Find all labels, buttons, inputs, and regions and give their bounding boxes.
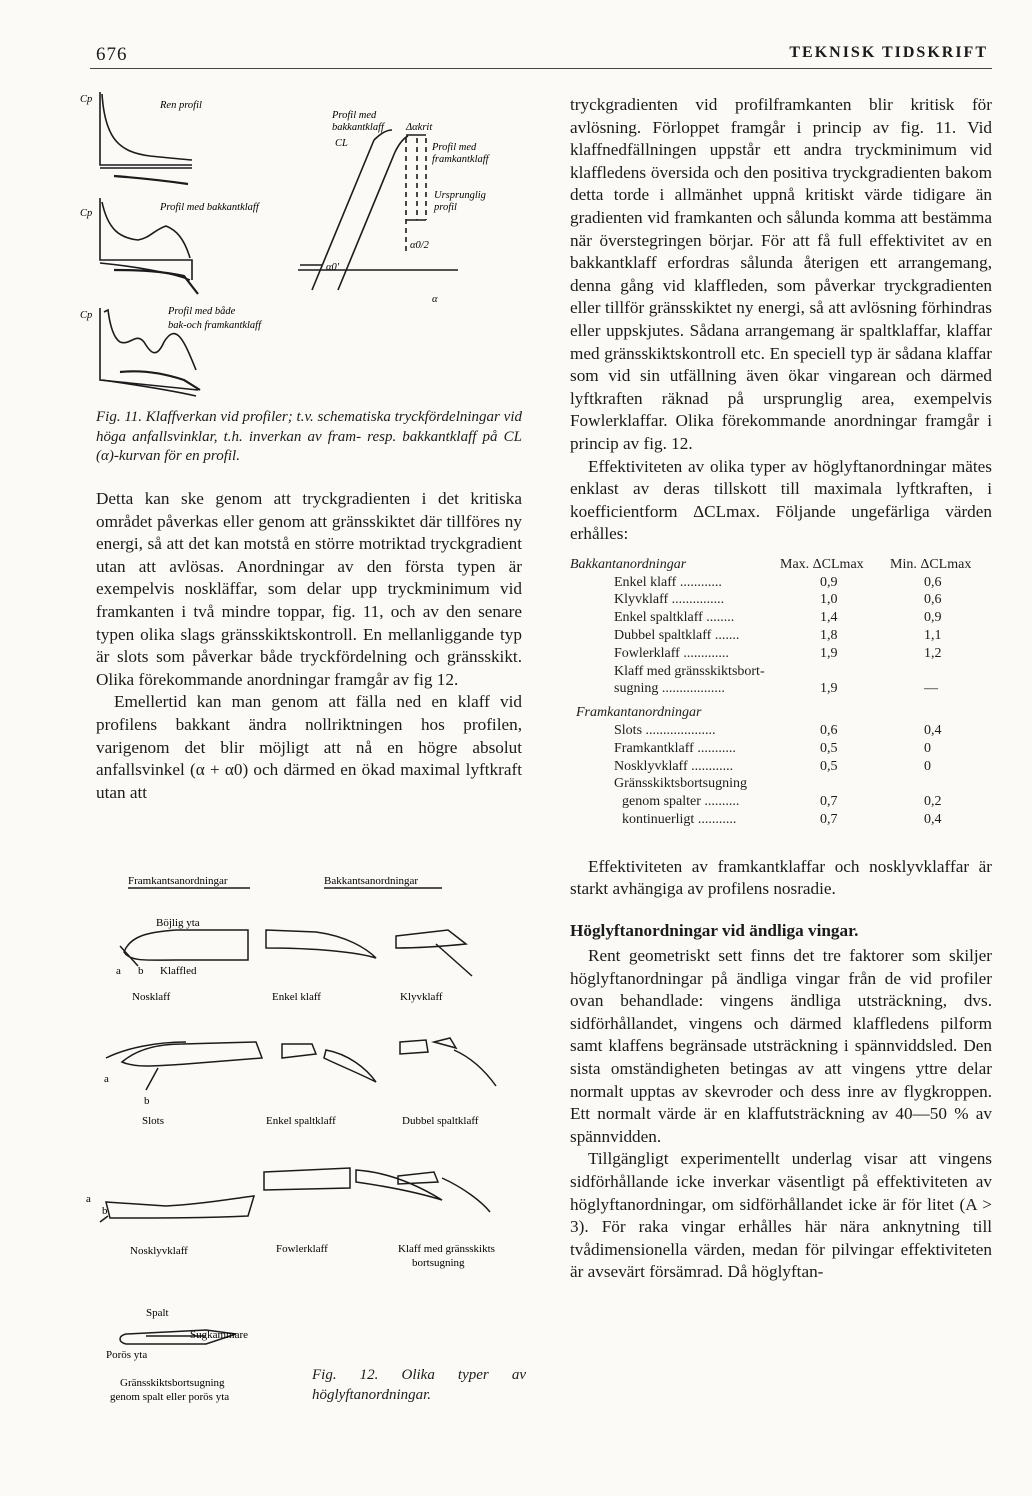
dubbel-spalt-wing: [400, 1040, 428, 1054]
table-row: Slots .................... 0,6 0,4: [614, 723, 942, 739]
label-pmf-2: framkantklaff: [432, 154, 489, 165]
cp-label-2: Cp: [80, 208, 93, 219]
label-pmf-1: Profil med: [432, 142, 477, 153]
fig12-caption: Fig. 12. Olika typer av höglyftanordningar.: [312, 1367, 526, 1403]
nosklyvklaff-shape: [106, 1196, 254, 1218]
label-b-2: b: [144, 1095, 150, 1107]
cp-curve3: [104, 310, 196, 370]
label-urs-1: Ursprunglig: [434, 190, 486, 201]
fig11-diagram: [80, 80, 550, 410]
table-sec2: Framkantanordningar: [576, 705, 702, 721]
enkel-klaff-shape: [266, 930, 376, 958]
nosklaff-flap: [120, 946, 138, 966]
label-cl: CL: [335, 138, 348, 149]
label-gb-1: Gränsskiktsbortsugning: [120, 1377, 225, 1389]
label-dak: Δαkrit: [406, 122, 433, 133]
fowler-wing: [264, 1168, 350, 1190]
label-bakkantklaff: Profil med bakkantklaff: [160, 202, 259, 213]
dubbel-spalt-vane: [434, 1038, 456, 1048]
table-row: genom spalter .......... 0,7 0,2: [622, 794, 942, 810]
table-row: Klaff med gränsskiktsbort-: [614, 663, 765, 679]
cp-label-3: Cp: [80, 310, 93, 321]
label-a0p: α0': [326, 262, 340, 273]
label-slots: Slots: [142, 1115, 165, 1127]
table-row: Klyvklaff ............... 1,0 0,6: [614, 592, 942, 608]
gransskikt-wing: [398, 1172, 438, 1184]
right-para-5: Tillgängligt experimentellt underlag visar att vingens sidförhållande icke inverkar väsentligt på effektiviteten av höglyftanordningar, om sidförhållandet icke är för litet (A > 3). För raka vingar erhålles här nära anknytning till tvådimensionella värden, medan för pilvingar effektiviteten är avsevärt försämrad. Då höglyftan-: [570, 1149, 992, 1282]
profile2: [114, 270, 198, 294]
label-alpha: α: [432, 294, 438, 305]
dubbel-spalt-flap: [454, 1050, 496, 1086]
table-row: sugning .................. 1,9 —: [614, 681, 938, 697]
enkel-spalt-wing: [282, 1044, 316, 1058]
table-row: Enkel klaff ............ 0,9 0,6: [614, 574, 942, 590]
label-poros-yta: Porös yta: [106, 1349, 148, 1361]
klyvklaff-flap: [436, 944, 472, 976]
label-b-1: b: [138, 965, 144, 977]
right-para-3: Effektiviteten av framkantklaffar och nosklyvklaffar är starkt avhängiga av profilens nosradie.: [570, 856, 992, 899]
section-heading: Höglyftanordningar vid ändliga vingar.: [570, 921, 859, 941]
enkel-spalt-flap: [324, 1050, 376, 1082]
clmax-table: [570, 556, 992, 846]
label-a-2: a: [104, 1073, 109, 1085]
label-bada-1: Profil med både: [168, 306, 236, 317]
table-row: Gränsskiktsbortsugning: [614, 776, 747, 792]
label-sugkammare: Sugkammare: [190, 1329, 249, 1341]
label-bada-2: bak-och framkantklaff: [168, 320, 262, 331]
label-pmb-1: Profil med: [332, 110, 377, 121]
table-col-max: Max. ΔCLmax: [780, 556, 864, 572]
profile3: [120, 371, 200, 390]
table-row: Dubbel spaltklaff ....... 1,8 1,1: [614, 628, 942, 644]
table-row: Framkantklaff ........... 0,5 0: [614, 740, 931, 756]
left-body: [96, 488, 522, 804]
fig12-diagram: [86, 872, 536, 1412]
klyvklaff-shape: [396, 930, 466, 948]
right-para-4: Rent geometriskt sett finns det tre faktorer som skiljer höglyftanordningar på ändliga vingar från de vid profiler ovan behandlade: vingens ändliga utsträckning, dvs. sidförhållandet, vingens och därmed klaffledens pilform samt klaffens begränsade utsträckning i spännviddsled. Den sista omständigheten betingas av att vingens yttre delar normalt upptas av skevroder och dess inre av flygkroppen. Ett normalt värde är en klaffutsträckning av 40—50 % av spännvidden.: [570, 946, 992, 1146]
nosklaff-shape: [124, 930, 248, 960]
fig11-caption: Fig. 11. Klaffverkan vid profiler; t.v. schematiska tryckfördelningar vid höga anfallsvinklar, t.h. inverkan av fram- resp. bakkantklaff på CL (α)-kurvan för en profil.: [96, 409, 522, 464]
label-urs-2: profil: [434, 202, 457, 213]
label-enkel-spaltklaff: Enkel spaltklaff: [266, 1115, 336, 1127]
fowler-flap: [356, 1170, 442, 1200]
table-row: Enkel spaltklaff ........ 1,4 0,9: [614, 610, 942, 626]
right-para-2: Effektiviteten av olika typer av höglyftanordningar mätes enklast av deras tillskott till maximala lyftkraften, i koefficientform ΔCLmax. Följande ungefärliga värden erhålles:: [570, 456, 992, 544]
profile1: [114, 176, 188, 184]
right-column: [570, 94, 992, 1284]
table-sec1: Bakkantanordningar: [570, 556, 687, 572]
left-para-1: Detta kan ske genom att tryckgradienten i det kritiska området påverkas eller genom att gränsskiktet där tillföres ny energi, så att det kan motstå en större motriktad tryckgradient utan att avlösas. Anordningar av den första typen är exempelvis noskläffar, som delar upp tryckminimum vid framkanten i två mindre toppar, fig. 11, och av den senare typen olika slags gränsskiktskontroll. En mellanliggande typ är slots som påverkar både tryckfördelning och gränsskikt. Olika förekommande anordningar framgår av fig 12.: [96, 489, 522, 689]
label-klaffled: Klaffled: [160, 965, 197, 977]
label-nosklaff: Nosklaff: [132, 991, 171, 1003]
label-a02: α0/2: [410, 240, 429, 251]
label-fowlerklaff: Fowlerklaff: [276, 1243, 328, 1255]
table-row: kontinuerligt ........... 0,7 0,4: [622, 812, 942, 828]
slots-pointer: [146, 1068, 158, 1090]
table-section-row: [570, 704, 992, 722]
table-col-min: Min. ΔCLmax: [890, 556, 972, 572]
label-klyvklaff: Klyvklaff: [400, 991, 443, 1003]
cl-line-flap: [312, 140, 374, 290]
left-para-2: Emellertid kan man genom att fälla ned en klaff vid profilens bakkant ändra nollriktningen hos profilen, varigenom det blir möjligt att nå en högre absolut anfallsvinkel (α + α0) och därmed en ökad maximal lyftkraft utan att: [96, 692, 522, 802]
header-rule: [90, 68, 992, 69]
table-row: Fowlerklaff ............. 1,9 1,2: [614, 645, 942, 661]
label-gransskikt-2: bortsugning: [412, 1257, 465, 1269]
cp-label-1: Cp: [80, 94, 93, 105]
label-dubbel-spaltklaff: Dubbel spaltklaff: [402, 1115, 479, 1127]
label-a-1: a: [116, 965, 121, 977]
label-gransskikt-1: Klaff med gränsskikts: [398, 1243, 495, 1255]
page-number: 676: [96, 44, 128, 65]
fig12-head-front: Framkantsanordningar: [128, 875, 228, 887]
table-row: Nosklyvklaff ............ 0,5 0: [614, 758, 931, 774]
label-bojlig-yta: Böjlig yta: [156, 917, 200, 929]
label-b-3: b: [102, 1205, 108, 1217]
label-pmb-2: bakkantklaff: [332, 122, 384, 133]
label-enkel-klaff: Enkel klaff: [272, 991, 321, 1003]
right-para-1: tryckgradienten vid profilframkanten blir kritisk för avlösning. Förloppet framgår i princip av fig. 11. Vid klaffnedfällningen uppstår ett andra tryckminimum vid klaffledens översida och den positiva tryckgradienten bakom detta torde i allmänhet uppnå kritiskt värde tidigare än gradienten vid framkanten och sålunda komma att bestämma när överstegringen börjar. För att få full effektivitet av en bakkantklaff erfordras sålunda återigen ett arrangemang, denna gång vid klaffleden, som påverkar tryckgradienten eller tillför gränsskiktet ny energi, så att avlösning förhindras eller uppskjutes. Sådana arrangemang är spaltklaffar, klaffar med gränsskiktskontroll etc. En speciell typ är sådana klaffar som vid sin utfällning även ökar vingarean och därmed lyftkraften räknad på ursprunglig area, exempelvis Fowlerklaffar. Olika förekommande anordningar framgår i princip av fig. 12.: [570, 95, 992, 453]
label-spalt: Spalt: [146, 1307, 169, 1319]
label-a-3: a: [86, 1193, 91, 1205]
journal-title: TEKNISK TIDSKRIFT: [789, 44, 988, 61]
fig12-head-back: Bakkantsanordningar: [324, 875, 419, 887]
gransskikt-flap: [442, 1178, 490, 1212]
label-gb-2: genom spalt eller porös yta: [110, 1391, 230, 1403]
label-ren-profil: Ren profil: [160, 100, 202, 111]
label-nosklyvklaff: Nosklyvklaff: [130, 1245, 188, 1257]
table-header-row: [570, 556, 992, 574]
